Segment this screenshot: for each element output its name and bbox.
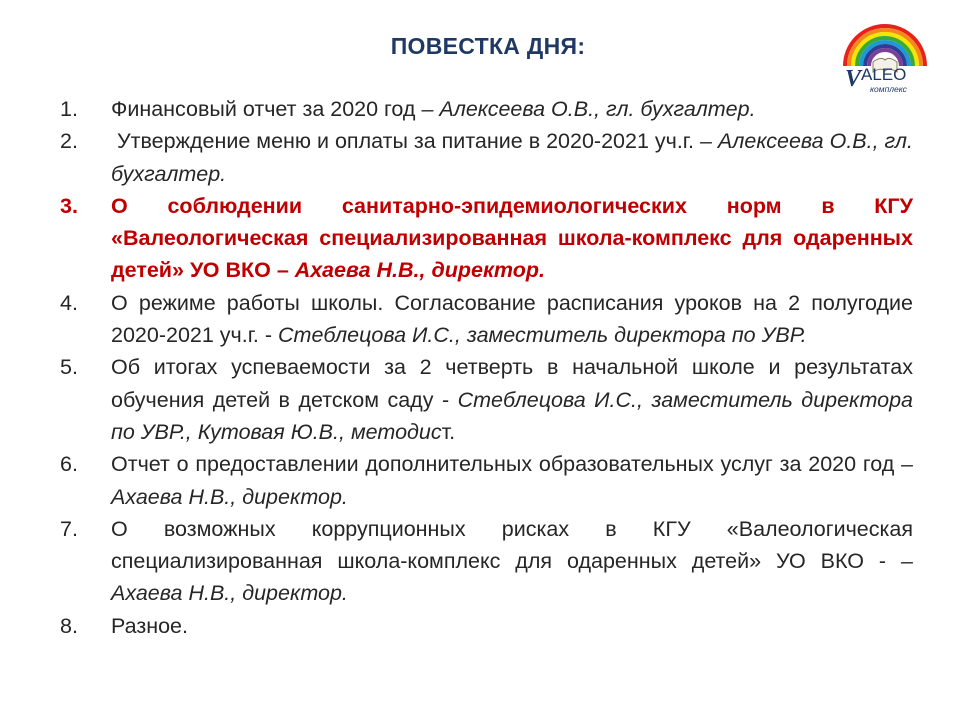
agenda-item-highlighted [60,190,913,287]
agenda-item [60,93,913,125]
rainbow-logo-icon [840,22,930,102]
item-number: 8. [60,613,78,638]
page-title: ПОВЕСТКА ДНЯ: [390,33,586,59]
agenda-item [60,448,913,513]
item-text: Финансовый отчет за 2020 год [111,97,422,121]
valeo-logo [840,22,930,102]
agenda-item [60,287,913,352]
agenda-item [60,610,913,642]
logo-v-letter: V [845,66,862,92]
agenda-item [60,513,913,610]
logo-wordmark: ALEO [861,65,907,84]
item-number: 3. [60,193,78,218]
item-number: 5. [60,355,78,380]
item-text: Утверждение меню и оплаты за питание в 2020-2021 уч.г. [111,129,700,154]
item-text: О соблюдении санитарно-эпидемиологических норм в КГУ «Валеологическая специализированная школа-комплекс для одаренных детей» УО ВКО – [111,193,913,283]
item-speaker: – Алексеева О.В., гл. бухгалтер. [111,129,914,186]
item-speaker: – Ахаева Н.В., директор. [111,549,913,606]
item-text: Разное. [111,613,188,638]
agenda-list [60,93,913,642]
item-speaker: – Ахаева Н.В., директор. [111,452,913,509]
item-text: Отчет о предоставлении дополнительных образовательных услуг за 2020 год [111,452,902,477]
item-number: 2. [60,129,78,154]
agenda-item [60,125,913,190]
item-speaker: – Алексеева О.В., гл. бухгалтер. [421,97,756,121]
item-text: Об итогах успеваемости за 2 четверть в начальной школе и результатах обучения детей в детском саду - [111,355,913,412]
item-speaker: Ахаева Н.В., директор. [294,258,545,283]
item-number: 7. [60,516,78,541]
item-speaker: Стеблецова И.С., заместитель директора по УВР., Кутовая Ю.В., методис [111,387,913,444]
item-number: 1. [60,97,78,121]
item-text: О возможных коррупционных рисках в КГУ «Валеологическая специализированная школа-комплекс для одаренных детей» УО ВКО - [111,516,913,574]
item-text: О режиме работы школы. Согласование расписания уроков на 2 полугодие 2020-2021 уч.г. - [111,290,913,348]
logo-subtitle: комплекс [870,84,907,94]
item-speaker: Стеблецова И.С., заместитель директора по УВР. [278,323,807,348]
item-number: 6. [60,452,78,477]
item-tail: т. [441,419,456,444]
agenda-item [60,351,913,448]
item-number: 4. [60,290,78,315]
